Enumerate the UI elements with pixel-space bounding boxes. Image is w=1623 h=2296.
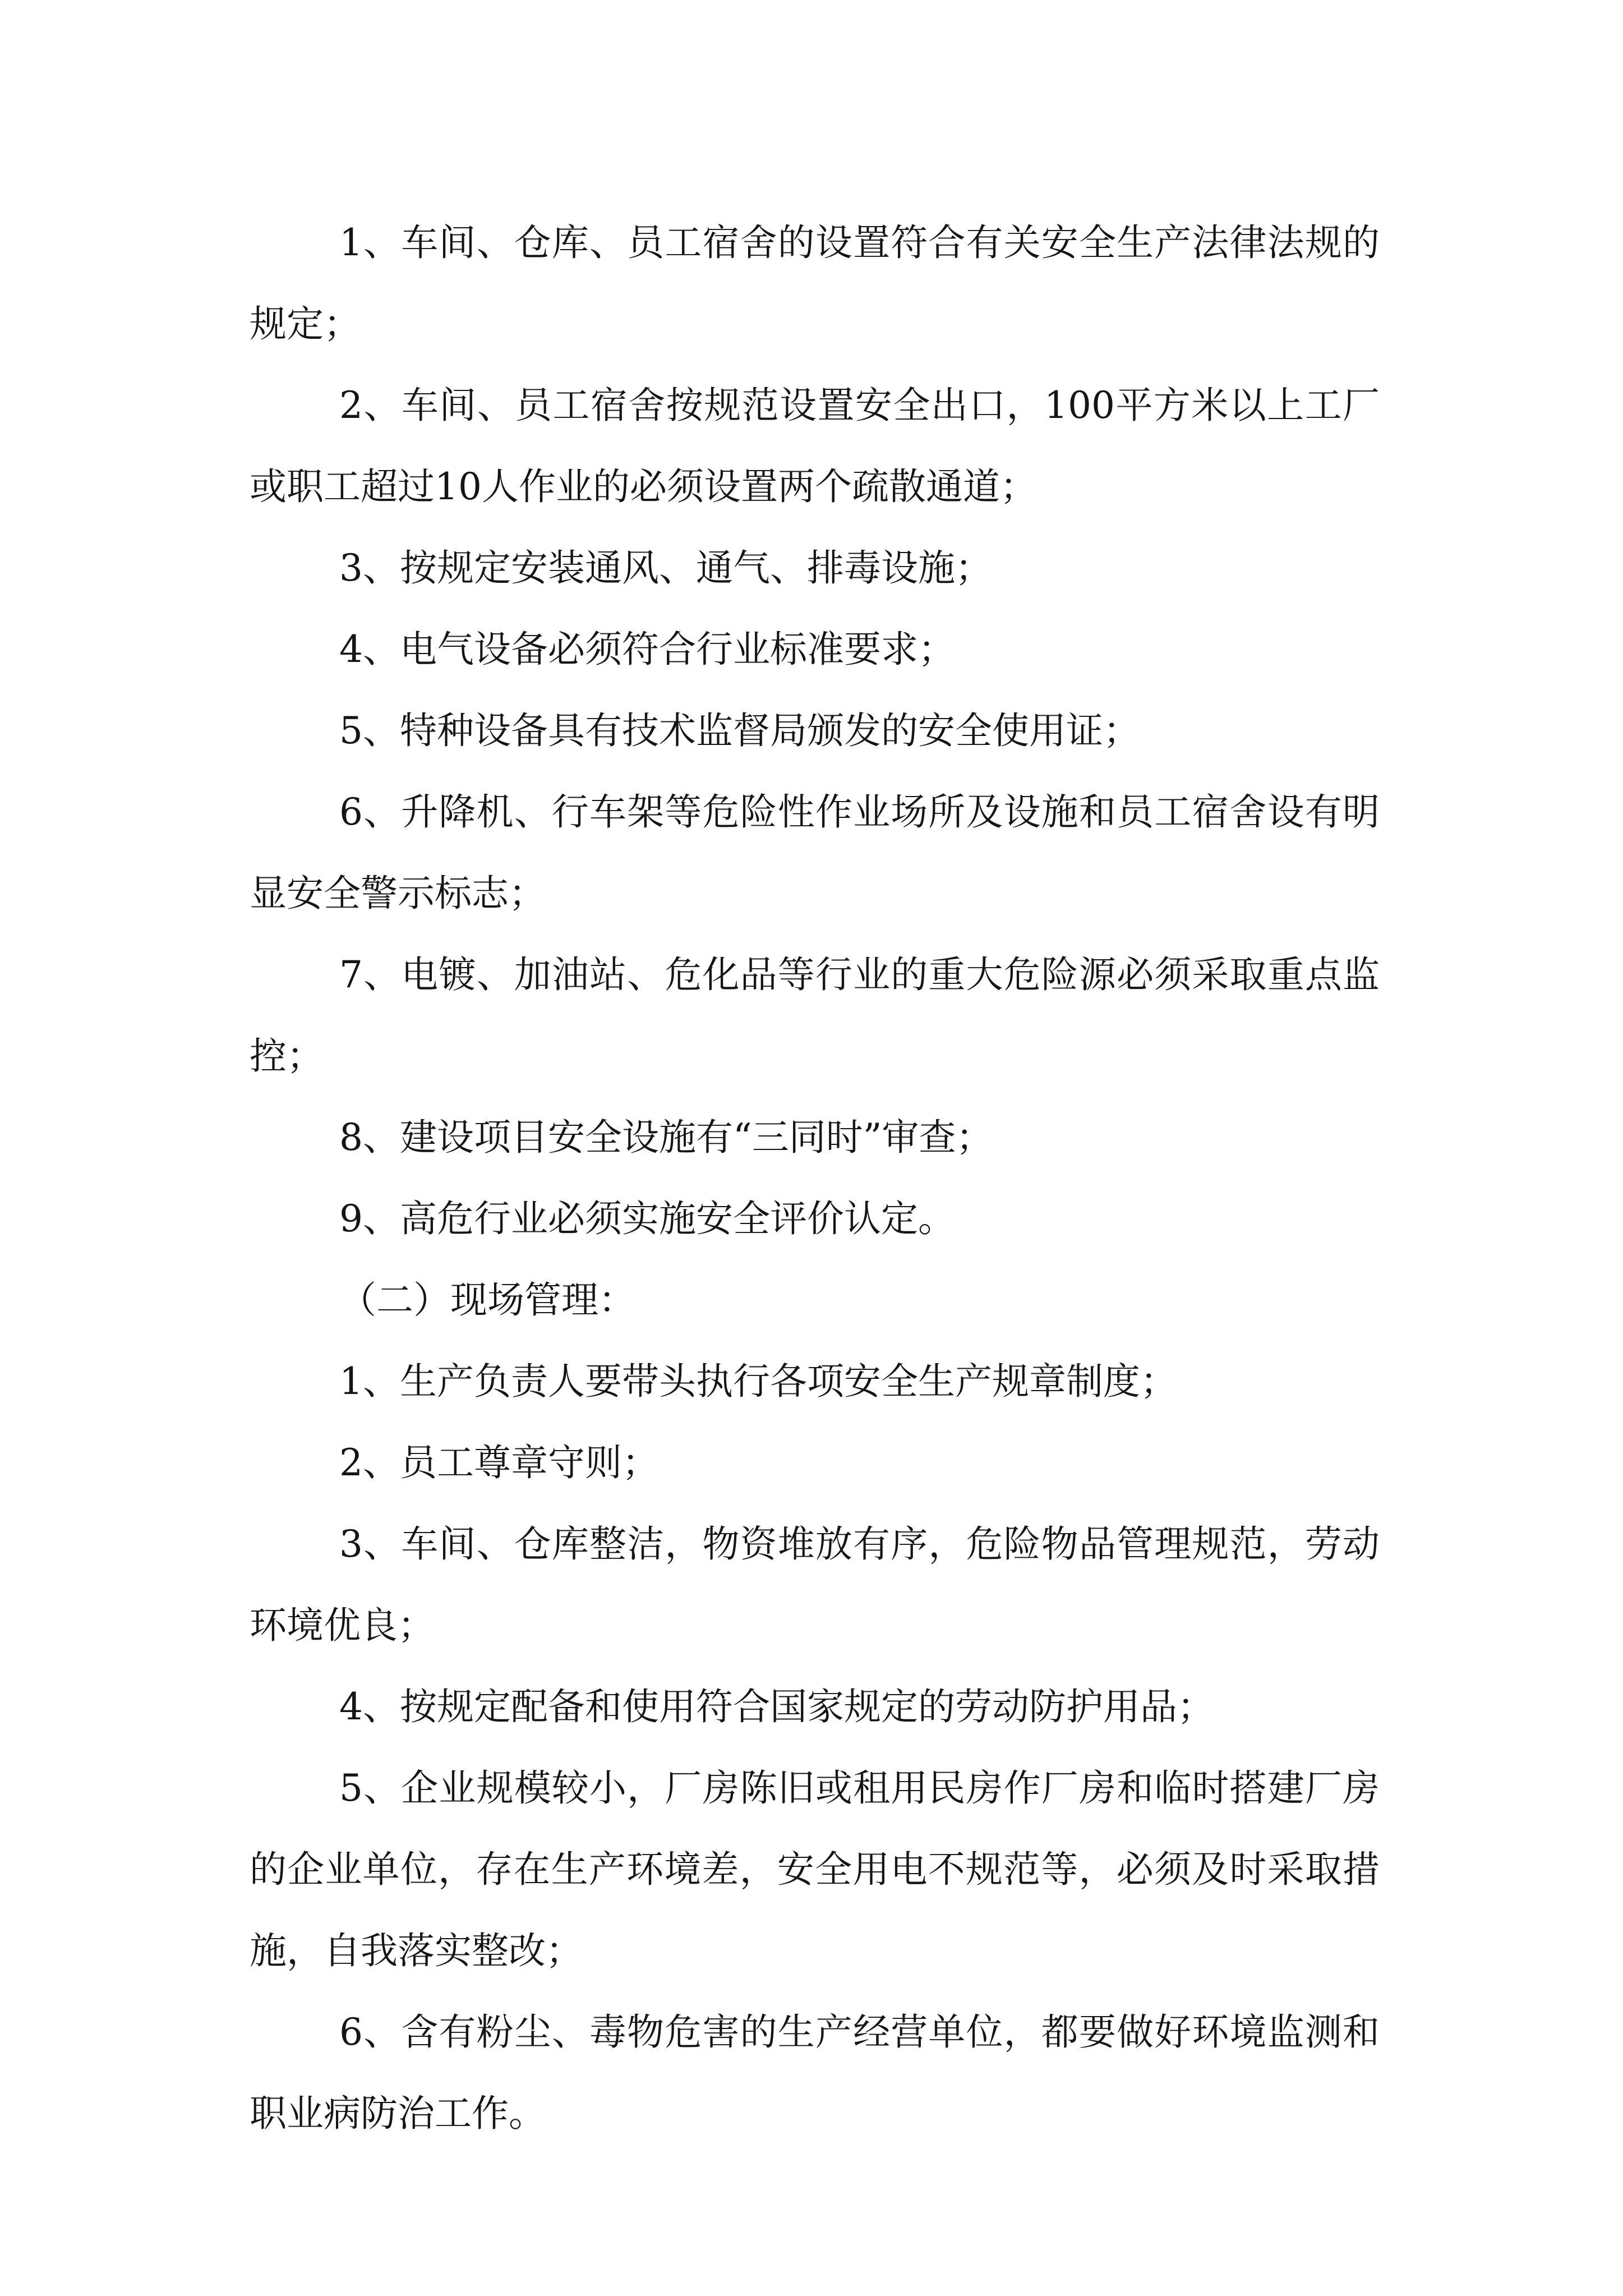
paragraph-item-1: 1、车间、仓库、员工宿舍的设置符合有关安全生产法律法规的规定；	[250, 221, 1380, 346]
paragraph-item-site-1: 1、生产负责人要带头执行各项安全生产规章制度；	[339, 1360, 1177, 1403]
paragraph-item-site-2: 2、员工尊章守则；	[339, 1441, 659, 1484]
paragraph-item-9: 9、高危行业必须实施安全评价认定。	[339, 1197, 955, 1240]
paragraph-item-site-4: 4、按规定配备和使用符合国家规定的劳动防护用品；	[339, 1685, 1214, 1728]
paragraph-item-6: 6、升降机、行车架等危险性作业场所及设施和员工宿舍设有明显安全警示标志；	[250, 790, 1380, 915]
body-text	[250, 202, 1380, 2154]
paragraph-item-3: 3、按规定安装通风、通气、排毒设施；	[339, 546, 992, 590]
section-heading-site-management: （二）现场管理：	[339, 1278, 635, 1322]
paragraph-item-site-6: 6、含有粉尘、毒物危害的生产经营单位，都要做好环境监测和职业病防治工作。	[250, 2010, 1380, 2135]
paragraph-item-2: 2、车间、员工宿舍按规范设置安全出口，100平方米以上工厂或职工超过10人作业的必须设置两个疏散通道；	[250, 384, 1380, 508]
paragraph-item-5: 5、特种设备具有技术监督局颁发的安全使用证；	[339, 709, 1140, 752]
paragraph-item-site-5: 5、企业规模较小，厂房陈旧或租用民房作厂房和临时搭建厂房的企业单位，存在生产环境差，安全用电不规范等，必须及时采取措施，自我落实整改；	[250, 1766, 1380, 1972]
paragraph-item-7: 7、电镀、加油站、危化品等行业的重大危险源必须采取重点监控；	[250, 953, 1380, 1078]
paragraph-item-4: 4、电气设备必须符合行业标准要求；	[339, 628, 955, 671]
paragraph-item-8: 8、建设项目安全设施有“三同时”审查；	[339, 1116, 993, 1159]
paragraph-item-site-3: 3、车间、仓库整洁，物资堆放有序，危险物品管理规范，劳动环境优良；	[250, 1522, 1380, 1647]
